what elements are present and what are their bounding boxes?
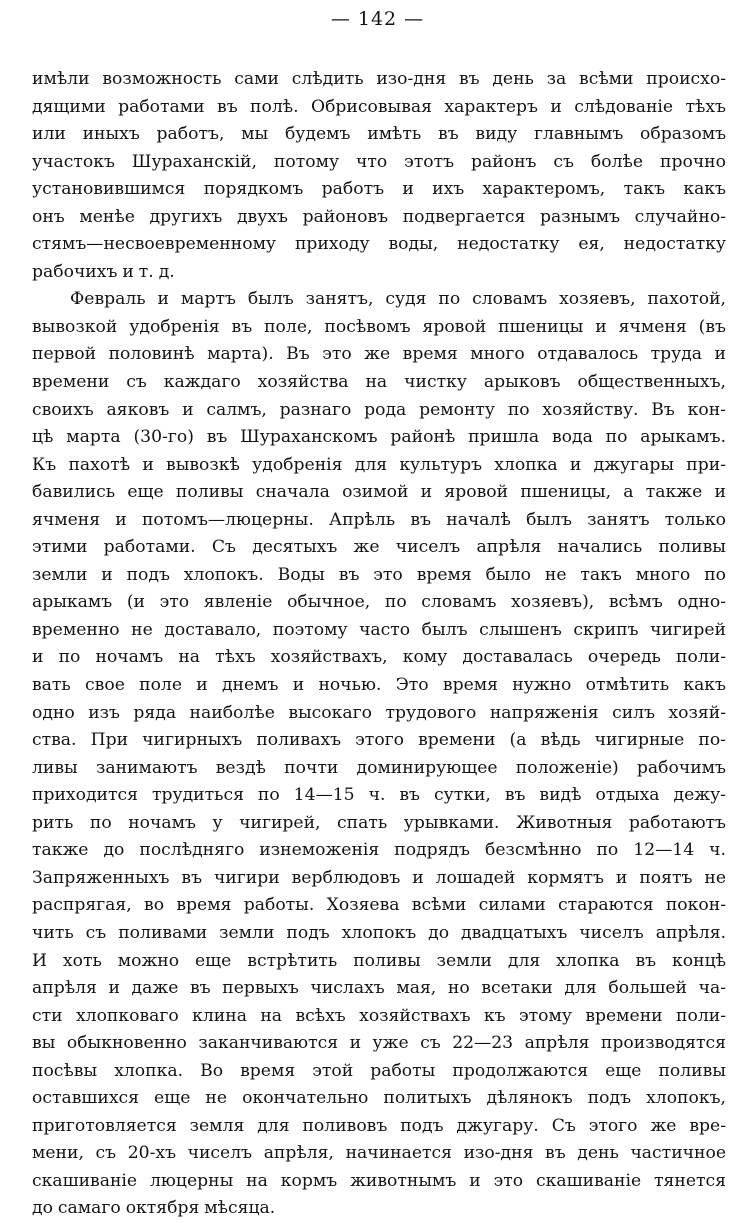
text-line: или иныхъ работъ, мы будемъ имѣть въ виду главнымъ образомъ — [32, 124, 726, 145]
body-text — [32, 66, 726, 1223]
text-line: И хоть можно еще встрѣтить поливы земли для хлопка въ концѣ — [32, 950, 726, 971]
text-line: этими работами. Съ десятыхъ же чиселъ апрѣля начались поливы — [32, 537, 726, 558]
text-line: своихъ аяковъ и салмъ, разнаго рода ремонту по хозяйству. Въ кон- — [32, 399, 726, 420]
text-line: вы обыкновенно заканчиваются и уже съ 22—23 апрѣля производятся — [32, 1033, 726, 1054]
text-line: оставшихся еще не окончательно политыхъ дѣлянокъ подъ хлопокъ, — [32, 1088, 726, 1109]
paragraph — [32, 286, 726, 1223]
text-line: цѣ марта (30-го) въ Шураханскомъ районѣ пришла вода по арыкамъ. — [32, 427, 726, 448]
text-line: Къ пахотѣ и вывозкѣ удобренія для культуръ хлопка и джугары при- — [32, 454, 726, 475]
text-line: до самаго октября мѣсяца. — [32, 1198, 276, 1219]
text-line: посѣвы хлопка. Во время этой работы продолжаются еще поливы — [32, 1060, 726, 1081]
text-line: одно изъ ряда наиболѣе высокаго трудового напряженія силъ хозяй- — [32, 702, 726, 723]
text-line: первой половинѣ марта). Въ это же время много отдавалось труда и — [32, 344, 726, 365]
text-line: и по ночамъ на тѣхъ хозяйствахъ, кому доставалась очередь поли- — [32, 647, 726, 668]
text-line: участокъ Шураханскій, потому что этотъ районъ съ болѣе прочно — [32, 151, 726, 172]
text-line: вать свое поле и днемъ и ночью. Это время нужно отмѣтить какъ — [32, 675, 726, 696]
text-line: стямъ—несвоевременному приходу воды, недостатку ея, недостатку — [32, 234, 726, 255]
text-line: апрѣля и даже въ первыхъ числахъ мая, но всетаки для большей ча- — [32, 978, 726, 999]
text-line: скашиваніе люцерны на кормъ животнымъ и это скашиваніе тянется — [32, 1170, 726, 1191]
text-line: земли и подъ хлопокъ. Воды въ это время было не такъ много по — [32, 564, 726, 585]
paragraph — [32, 66, 726, 286]
text-line: ливы занимаютъ вездѣ почти доминирующее положеніе) рабочимъ — [32, 757, 726, 778]
page-number: — 142 — — [330, 8, 425, 30]
text-line: установившимся порядкомъ работъ и ихъ характеромъ, такъ какъ — [32, 179, 726, 200]
text-line: ства. При чигирныхъ поливахъ этого времени (а вѣдь чигирные по- — [32, 730, 726, 751]
text-line: рабочихъ и т. д. — [32, 261, 175, 282]
text-line: дящими работами въ полѣ. Обрисовывая характеръ и слѣдованіе тѣхъ — [32, 96, 726, 117]
text-line: рить по ночамъ у чигирей, спать урывками. Животныя работаютъ — [32, 812, 726, 833]
text-line: приходится трудиться по 14—15 ч. въ сутки, въ видѣ отдыха дежу- — [32, 785, 726, 806]
text-line: приготовляется земля для поливовъ подъ джугару. Съ этого же вре- — [32, 1115, 726, 1136]
text-line: мени, съ 20-хъ чиселъ апрѣля, начинается изо-дня въ день частичное — [32, 1143, 726, 1164]
text-line: имѣли возможность сами слѣдить изо-дня въ день за всѣми происхо- — [32, 69, 726, 89]
text-line: арыкамъ (и это явленіе обычное, по словамъ хозяевъ), всѣмъ одно- — [32, 592, 726, 613]
text-line: времени съ каждаго хозяйства на чистку арыковъ общественныхъ, — [32, 372, 726, 393]
text-line: распрягая, во время работы. Хозяева всѣми силами стараются покон- — [32, 895, 726, 916]
text-line: онъ менѣе другихъ двухъ районовъ подвергается разнымъ случайно- — [32, 206, 726, 227]
text-line: временно не доставало, поэтому часто былъ слышенъ скрипъ чигирей — [32, 619, 726, 640]
text-line: чить съ поливами земли подъ хлопокъ до двадцатыхъ чиселъ апрѣля. — [32, 922, 726, 943]
text-line: сти хлопковаго клина на всѣхъ хозяйствахъ къ этому времени поли- — [32, 1005, 726, 1026]
text-line: вывозкой удобренія въ поле, посѣвомъ яровой пшеницы и ячменя (въ — [32, 316, 726, 337]
text-line: Февраль и мартъ былъ занятъ, судя по словамъ хозяевъ, пахотой, — [70, 289, 726, 310]
text-line: ячменя и потомъ—люцерны. Апрѣль въ началѣ былъ занятъ только — [32, 509, 726, 530]
text-line: бавились еще поливы сначала озимой и яровой пшеницы, а также и — [32, 482, 726, 503]
text-line: также до послѣдняго изнеможенія подрядъ безсмѣнно по 12—14 ч. — [32, 840, 726, 861]
text-line: Запряженныхъ въ чигири верблюдовъ и лошадей кормятъ и поятъ не — [32, 867, 726, 888]
